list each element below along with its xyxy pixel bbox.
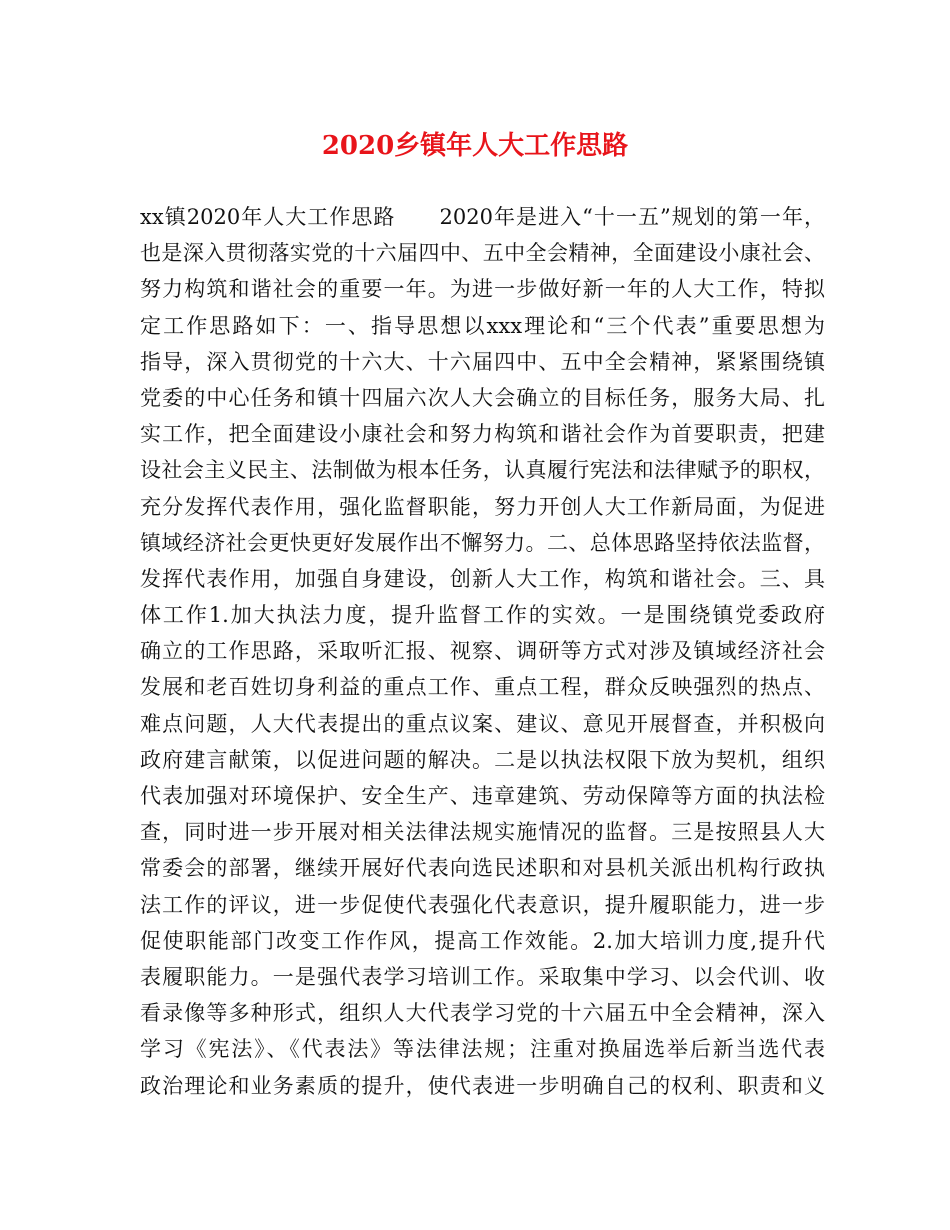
body-line: 党委的中心任务和镇十四届六次人大会确立的目标任务，服务大局、扎 [140,385,825,410]
body-line: 学习《宪法》、《代表法》等法律法规；注重对换届选举后新当选代表 [140,1037,825,1062]
body-line: 镇域经济社会更快更好发展作出不懈努力。二、总体思路坚持依法监督， [140,530,825,555]
body-line: 实工作，把全面建设小康社会和努力构筑和谐社会作为首要职责，把建 [140,422,825,447]
body-line: 代表加强对环境保护、安全生产、违章建筑、劳动保障等方面的执法检 [140,784,825,808]
body-line: 政治理论和业务素质的提升，使代表进一步明确自己的权利、职责和义 [140,1073,825,1098]
body-line: 努力构筑和谐社会的重要一年。为进一步做好新一年的人大工作，特拟 [140,277,825,302]
body-line: 确立的工作思路，采取听汇报、视察、调研等方式对涉及镇域经济社会 [140,639,825,664]
body-line: 体工作1.加大执法力度，提升监督工作的实效。一是围绕镇党委政府 [140,603,825,628]
body-line: 也是深入贯彻落实党的十六届四中、五中全会精神，全面建设小康社会、 [140,241,825,266]
body-line: 查，同时进一步开展对相关法律法规实施情况的监督。三是按照县人大 [140,820,825,845]
body-line: 难点问题，人大代表提出的重点议案、建议、意见开展督查，并积极向 [140,711,825,736]
body-line: 政府建言献策，以促进问题的解决。二是以执法权限下放为契机，组织 [140,747,825,772]
body-line: 发展和老百姓切身利益的重点工作、重点工程，群众反映强烈的热点、 [140,675,825,700]
body-line: 表履职能力。一是强代表学习培训工作。采取集中学习、以会代训、收 [140,964,825,989]
body-line: xx镇2020年人大工作思路 2020年是进入“十一五”规划的第一年， [140,205,825,229]
body-line: 设社会主义民主、法制做为根本任务，认真履行宪法和法律赋予的职权， [140,458,825,483]
document-title: 2020乡镇年人大工作思路 [321,131,629,161]
body-line: 定工作思路如下：一、指导思想以xxx理论和“三个代表”重要思想为 [140,313,825,338]
body-line: 发挥代表作用，加强自身建设，创新人大工作，构筑和谐社会。三、具 [140,566,825,591]
body-line: 法工作的评议，进一步促使代表强化代表意识，提升履职能力，进一步 [140,892,825,917]
body-line: 促使职能部门改变工作作风，提高工作效能。2.加大培训力度,提升代 [140,928,825,953]
body-line: 看录像等多种形式，组织人大代表学习党的十六届五中全会精神，深入 [140,1001,825,1026]
body-line: 指导，深入贯彻党的十六大、十六届四中、五中全会精神，紧紧围绕镇 [140,349,825,374]
document-body [140,199,825,1104]
body-line: 充分发挥代表作用，强化监督职能，努力开创人大工作新局面，为促进 [140,494,825,519]
body-line: 常委会的部署，继续开展好代表向选民述职和对县机关派出机构行政执 [140,856,825,881]
